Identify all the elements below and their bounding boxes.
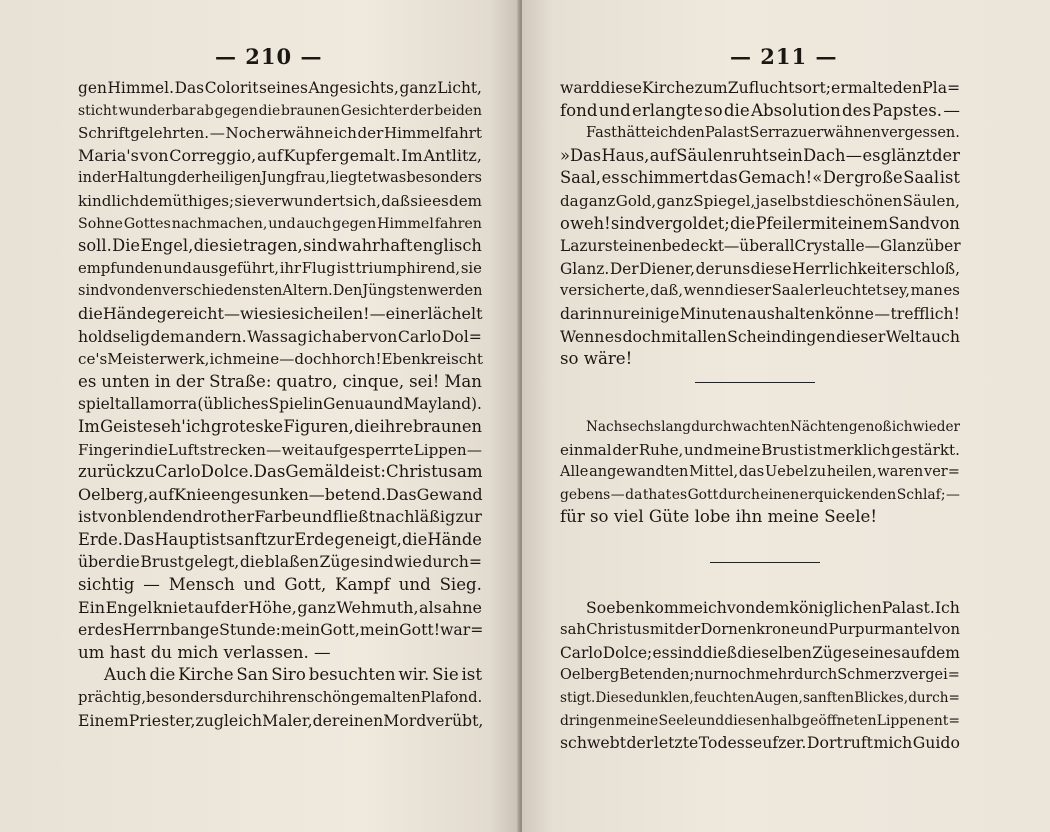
text-line: Carlo Dolce; es sind dieß dieselben Züge seines auf dem <box>560 643 960 662</box>
left-text-block <box>78 77 482 732</box>
text-line: dringen meine Seele und diesen halb geöffneten Lippen ent= <box>560 712 960 729</box>
text-line: die Hände gereicht — wie sie sich eilen! — einer lächelt <box>78 303 483 323</box>
text-line: kindlich demüthiges; sie verwundert sich, daß sie es dem <box>78 191 482 210</box>
text-line: Sohne Gottes nachmachen, und auch gegen Himmel fahren <box>78 215 482 232</box>
text-line: Maria's von Correggio, auf Kupfer gemalt. Im Antlitz, <box>78 145 482 165</box>
page-number-left: — 210 — <box>215 44 323 69</box>
text-line: einmal der Ruhe, und meine Brust ist merklich gestärkt. <box>560 440 960 459</box>
text-line: Lazursteinen bedeckt — überall Crystalle — Glanz über <box>560 237 961 256</box>
text-line: da ganz Gold, ganz Spiegel, ja selbst die schönen Säulen, <box>560 191 960 210</box>
text-line: holdselig dem andern. Was sag ich aber von Carlo Dol= <box>78 326 482 346</box>
text-line: sticht wunderbar ab gegen die braunen Gesichter der beiden <box>78 102 482 119</box>
text-line: stigt. Diese dunklen, feuchten Augen, sanften Blickes, durch= <box>560 690 960 707</box>
text-line: um hast du mich verlassen. — <box>78 642 331 662</box>
text-line: in der Haltung der heiligen Jungfrau, liegt etwas besonders <box>78 170 482 187</box>
text-line: es unten in der Straße: quatro, cinque, sei! Man <box>78 371 482 391</box>
text-line: er des Herrn bange Stunde: mein Gott, mein Gott! war= <box>78 620 484 640</box>
text-line: Ein Engel kniet auf der Höhe, ganz Wehmuth, als ahne <box>78 597 482 617</box>
left-page <box>0 0 520 832</box>
text-line: spielt alla morra (übliches Spiel in Genua und Mayland). <box>78 395 482 414</box>
text-line: Schriftgelehrten. — Noch erwähne ich der Himmelfahrt <box>78 124 482 143</box>
text-line: gebens — da that es Gott durch einen erquickenden Schlaf; — <box>560 486 960 503</box>
text-line: darin nur einige Minuten aushalten könne — trefflich! <box>560 303 960 323</box>
text-line: Finger in die Luft strecken — weit aufgesperrte Lippen — <box>78 440 482 459</box>
text-line: prächtig, besonders durch ihren schön gemalten Plafond. <box>78 689 483 707</box>
text-line: gen Himmel. Das Colorit seines Angesichts, ganz Licht, <box>78 79 482 97</box>
text-line: soll. Die Engel, die sie tragen, sind wahrhaft englisch <box>78 236 482 256</box>
section-divider <box>560 551 960 574</box>
text-line: versicherte, daß, wenn dieser Saal erleuchtet sey, man es <box>560 282 960 300</box>
text-line: Alle angewandten Mittel, das Uebel zu heilen, waren ver= <box>560 464 960 481</box>
page-number-right: — 211 — <box>730 44 838 69</box>
right-text-block <box>560 77 960 755</box>
text-line: Saal, es schimmert das Gemach!« Der große Saal ist <box>560 168 960 188</box>
text-line: Wenn es doch mit allen Scheindingen dieser Welt auch <box>560 326 960 346</box>
text-line: schwebt der letzte Todesseufzer. Dort ruft mich Guido <box>560 733 960 753</box>
text-line: Glanz. Der Diener, der uns diese Herrlichkeit erschloß, <box>560 259 960 278</box>
text-line: So eben komme ich von dem königlichen Palast. Ich <box>586 597 960 617</box>
text-line: ist von blendend rother Farbe und fließt nachläßig zur <box>78 507 482 527</box>
text-line: ce's Meisterwerk, ich meine — doch horch! Eben kreischt <box>78 350 483 369</box>
text-line: Oelberg Betenden; nur noch mehr durch Schmerz vergei= <box>560 667 960 684</box>
text-line: empfunden und ausgeführt, ihr Flug ist triumphirend, sie <box>78 259 482 277</box>
text-line: zurück zu Carlo Dolce. Das Gemälde ist: Christus am <box>78 462 483 482</box>
text-line: Im Geiste seh' ich groteske Figuren, die ihre braunen <box>78 416 482 436</box>
text-line: über die Brust gelegt, die blaßen Züge sind wie durch= <box>78 552 482 572</box>
text-line: so wäre! <box>560 349 633 369</box>
text-line: Einem Priester, zugleich Maler, der einen Mord verübt, <box>78 710 484 730</box>
text-line: fond und erlangte so die Absolution des Papstes. — <box>560 100 960 120</box>
text-line: Oelberg, auf Knieen gesunken — betend. Das Gewand <box>78 484 483 504</box>
text-line: sind von den verschiedensten Altern. Den Jüngsten werden <box>78 283 483 300</box>
section-divider <box>560 371 960 394</box>
text-line: ward diese Kirche zum Zufluchtsort; er malte den Pla= <box>560 78 961 97</box>
text-line: Erde. Das Haupt ist sanft zur Erde geneigt, die Hände <box>78 529 482 549</box>
text-line: Fast hätte ich den Palast Serra zu erwähnen vergessen. <box>586 125 960 142</box>
text-line: o weh! sind vergoldet; die Pfeiler mit einem Sand von <box>560 213 960 233</box>
text-line: Auch die Kirche San Siro besuchten wir. Sie ist <box>104 665 482 685</box>
right-page <box>522 0 1050 832</box>
text-line: sah Christus mit der Dornenkrone und Purpurmantel von <box>560 621 960 639</box>
text-line: sichtig — Mensch und Gott, Kampf und Sieg. <box>78 575 482 595</box>
text-line: »Das Haus, auf Säulen ruht sein Dach — es glänzt der <box>560 145 960 165</box>
text-line: Nach sechs lang durchwachten Nächten genoß ich wieder <box>586 418 960 435</box>
text-line: für so viel Güte lobe ihn meine Seele! <box>560 507 878 527</box>
